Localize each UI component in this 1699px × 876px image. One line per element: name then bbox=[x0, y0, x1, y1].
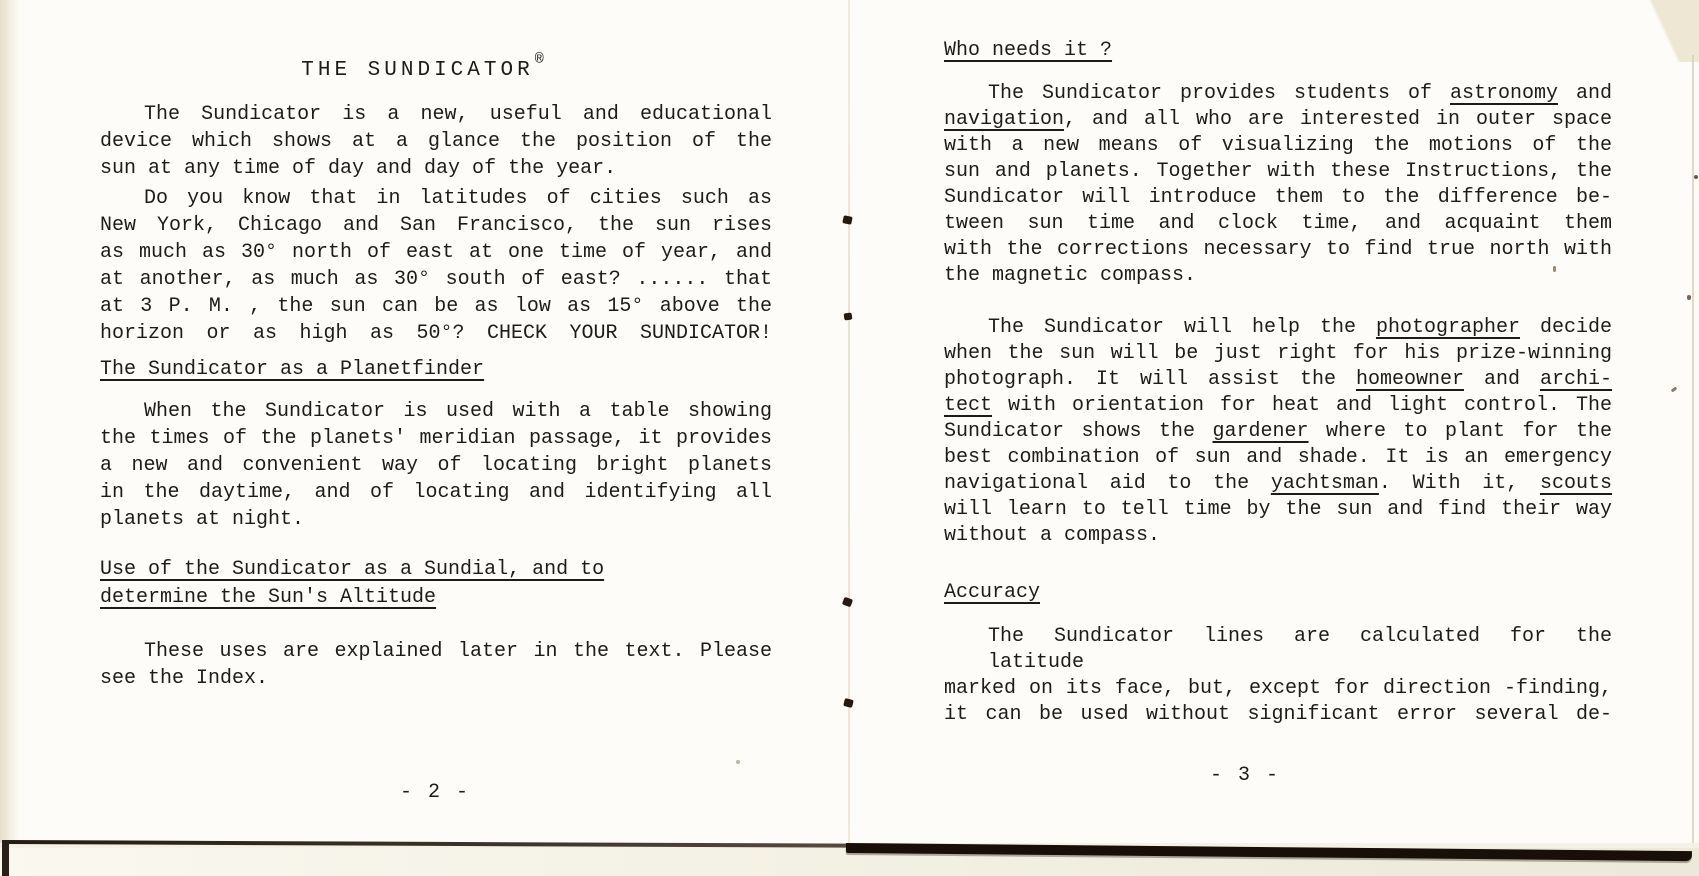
text-line: marked on its face, but, except for direction -finding, bbox=[944, 677, 1612, 700]
text-line: with a new means of visualizing the motions of the bbox=[944, 134, 1612, 157]
document-title bbox=[86, 51, 758, 87]
paragraph bbox=[944, 624, 1612, 728]
underlined-word: scouts bbox=[1540, 472, 1613, 495]
text-line: tect with orientation for heat and light control. The bbox=[944, 394, 1612, 417]
text-line: determine the Sun's Altitude bbox=[100, 586, 437, 609]
bottom-left-corner-mark bbox=[2, 840, 9, 876]
underlined-word: navigation bbox=[944, 108, 1065, 131]
right-page bbox=[944, 38, 1613, 787]
text-line: Sundicator will introduce them to the difference be- bbox=[944, 186, 1612, 209]
registered-trademark-symbol: ® bbox=[534, 51, 544, 68]
text-line: as much as 30° north of east at one time of year, and bbox=[100, 241, 772, 264]
text-line: device which shows at a glance the position of the bbox=[100, 130, 772, 153]
text-line: When the Sundicator is used with a table showing bbox=[144, 400, 772, 423]
text-line: Who needs it ? bbox=[944, 39, 1113, 62]
underlined-word: homeowner bbox=[1355, 368, 1465, 391]
text-line: in the daytime, and of locating and identifying all bbox=[100, 481, 772, 504]
section-heading bbox=[100, 356, 772, 383]
left-page bbox=[100, 51, 772, 804]
text-line: The Sundicator as a Planetfinder bbox=[100, 358, 485, 381]
underlined-word: yachtsman bbox=[1270, 472, 1379, 495]
text-line: horizon or as high as 50°? CHECK YOUR SUNDICATOR! bbox=[100, 322, 772, 345]
page-number-left: - 2 - bbox=[400, 781, 471, 804]
text-line: the magnetic compass. bbox=[944, 264, 1197, 287]
paragraph bbox=[100, 398, 772, 533]
text-line: The Sundicator is a new, useful and educational bbox=[144, 103, 772, 126]
text-line: without a compass. bbox=[944, 524, 1161, 547]
page-gutter bbox=[848, 0, 850, 843]
text-line: it can be used without significant error several de- bbox=[944, 703, 1612, 726]
text-line: a new and convenient way of locating bright planets bbox=[100, 454, 772, 477]
text-line: see the Index. bbox=[100, 667, 269, 690]
text-line: The Sundicator lines are calculated for the latitude bbox=[988, 625, 1612, 674]
left-page-text bbox=[100, 101, 772, 692]
section-heading bbox=[100, 556, 772, 612]
scan-speck bbox=[1687, 295, 1691, 300]
text-line: will learn to tell time by the sun and find their way bbox=[944, 498, 1612, 521]
paragraph bbox=[100, 101, 772, 182]
section-heading bbox=[944, 580, 1612, 606]
underlined-word: archi- bbox=[1540, 368, 1613, 391]
text-line: navigational aid to the yachtsman. With it, scouts bbox=[944, 472, 1613, 495]
text-line: sun and planets. Together with these Instructions, the bbox=[944, 160, 1612, 183]
text-line: Use of the Sundicator as a Sundial, and to bbox=[100, 558, 605, 581]
section-heading bbox=[944, 38, 1612, 64]
scan-speck bbox=[736, 760, 740, 764]
underlined-word: gardener bbox=[1212, 420, 1309, 443]
paragraph bbox=[944, 315, 1612, 549]
title-text: THE SUNDICATOR bbox=[301, 59, 534, 82]
paragraph bbox=[100, 638, 772, 692]
text-line: Do you know that in latitudes of cities such as bbox=[144, 187, 772, 210]
underlined-word: astronomy bbox=[1449, 82, 1558, 105]
text-line: at another, as much as 30° south of east? ...... that bbox=[100, 268, 772, 291]
right-page-text bbox=[944, 38, 1612, 728]
text-line: with the corrections necessary to find true north with bbox=[944, 238, 1612, 261]
text-line: The Sundicator will help the photographer decide bbox=[988, 316, 1612, 339]
text-line: The Sundicator provides students of astronomy and bbox=[988, 82, 1612, 105]
paragraph bbox=[944, 81, 1612, 289]
scan-speck bbox=[1694, 175, 1698, 179]
text-line: navigation, and all who are interested in outer space bbox=[944, 108, 1612, 131]
text-line: best combination of sun and shade. It is an emergency bbox=[944, 446, 1612, 469]
text-line: at 3 P. M. , the sun can be as low as 15° above the bbox=[100, 295, 772, 318]
text-line: photograph. It will assist the homeowner and archi- bbox=[944, 368, 1613, 391]
text-line: These uses are explained later in the text. Please bbox=[144, 640, 772, 663]
text-line: New York, Chicago and San Francisco, the sun rises bbox=[100, 214, 772, 237]
text-line: the times of the planets' meridian passage, it provides bbox=[100, 427, 772, 450]
right-page-edge bbox=[1692, 55, 1694, 843]
text-line: Sundicator shows the gardener where to plant for the bbox=[944, 420, 1612, 443]
top-right-page-corner bbox=[1630, 0, 1699, 62]
text-line: Accuracy bbox=[944, 581, 1041, 604]
text-line: tween sun time and clock time, and acquaint them bbox=[944, 212, 1612, 235]
text-line: planets at night. bbox=[100, 508, 305, 531]
text-line: when the sun will be just right for his prize-winning bbox=[944, 342, 1612, 365]
text-line: sun at any time of day and day of the year. bbox=[100, 157, 617, 180]
left-page-edge bbox=[0, 0, 20, 843]
paragraph bbox=[100, 185, 772, 347]
scan-speck bbox=[842, 215, 852, 225]
page-number-right: - 3 - bbox=[1210, 764, 1281, 787]
underlined-word: tect bbox=[944, 394, 993, 417]
scan-speck bbox=[844, 312, 853, 320]
underlined-word: photographer bbox=[1375, 316, 1520, 339]
